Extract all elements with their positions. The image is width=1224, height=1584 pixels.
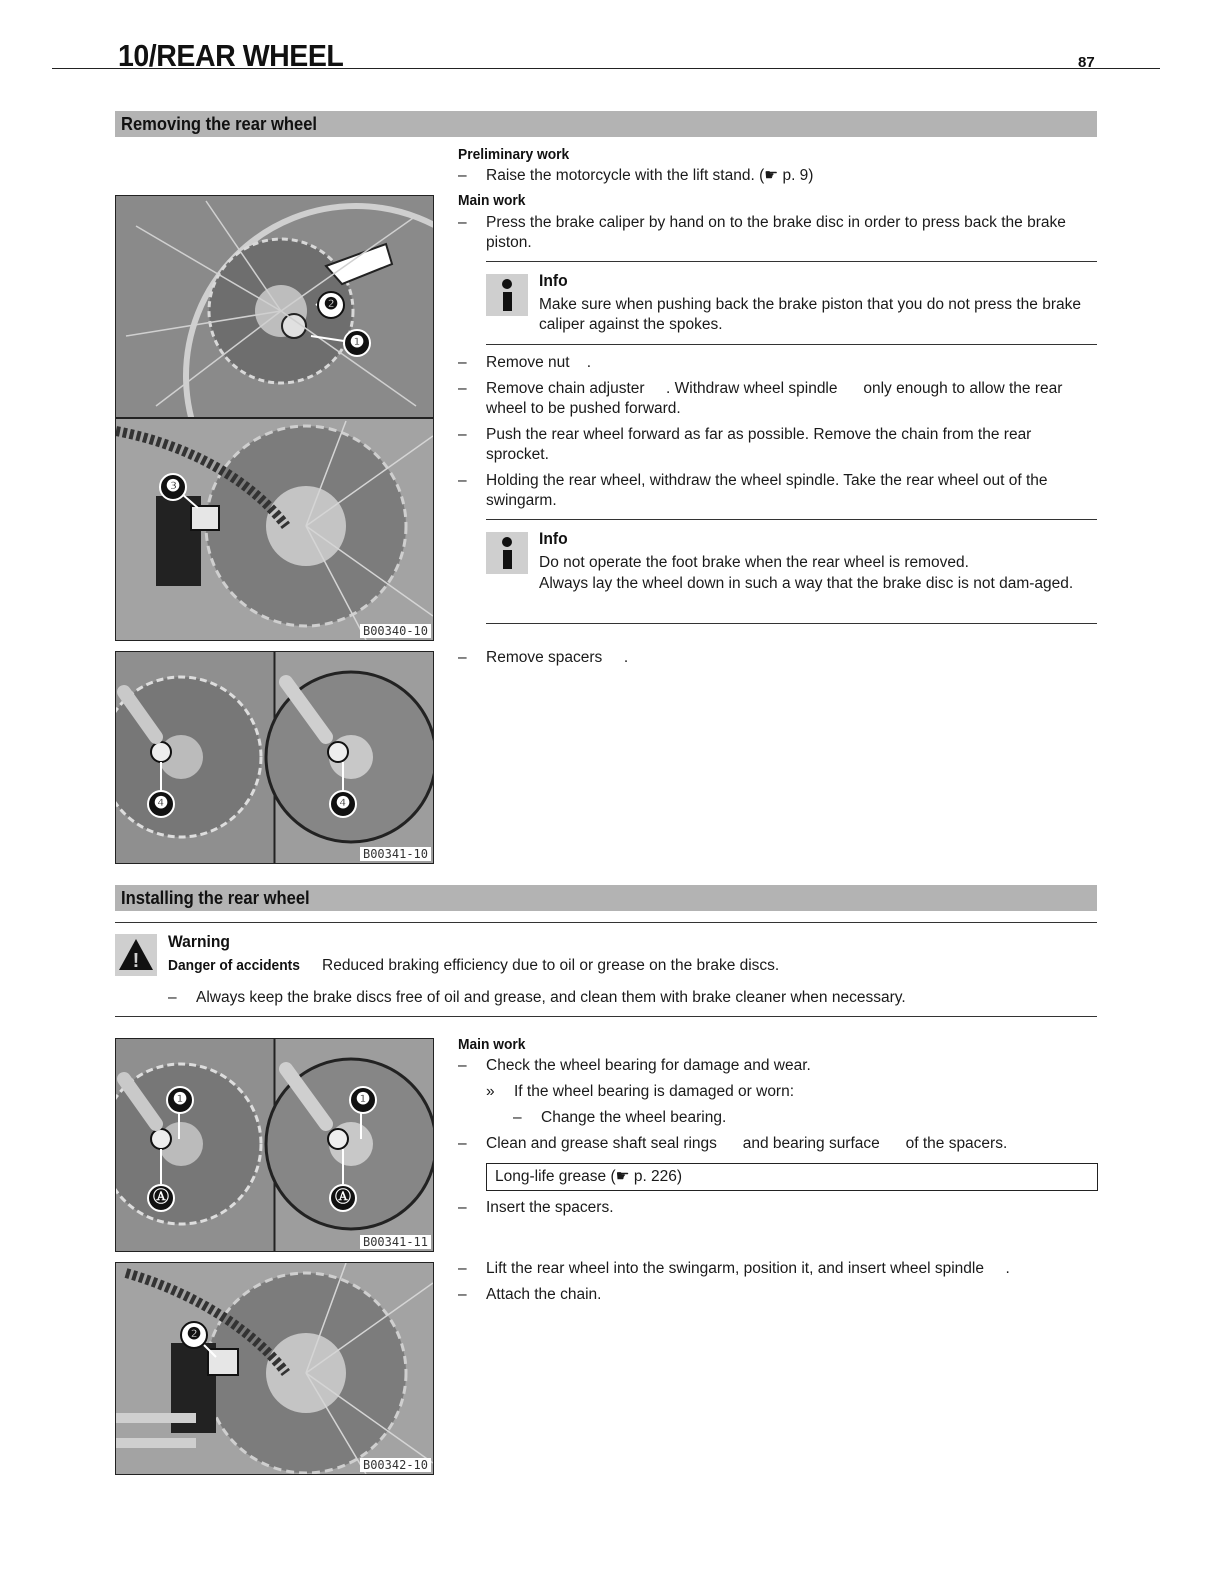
chapter-title: 10/REAR WHEEL: [118, 38, 344, 73]
main-work-heading: Main work: [458, 192, 526, 209]
callout-2: ❷: [317, 291, 345, 319]
preliminary-work-heading: Preliminary work: [458, 146, 570, 163]
step-text: Clean and grease shaft seal rings and bearing surface of the spacers.: [486, 1135, 1008, 1152]
warning-glyph: !: [132, 950, 140, 972]
warning-title: Warning: [168, 932, 230, 951]
figure-photo: [116, 1263, 433, 1474]
info-rule-bottom: [486, 344, 1097, 345]
section-heading-installing: [115, 885, 1097, 911]
info-rule-top: [486, 519, 1097, 520]
step-check-bearing: [458, 1056, 1098, 1076]
figure-wheel-spindle-removal: [115, 195, 434, 641]
figure-code: B00341-11: [360, 1235, 431, 1249]
grease-spec-text: Long-life grease (☛ p. 226): [495, 1168, 683, 1185]
step-text: Attach the chain.: [486, 1286, 602, 1303]
callout-a: Ⓐ: [147, 1184, 175, 1212]
step-text: Remove spacers .: [486, 649, 629, 666]
dash: –: [458, 380, 467, 397]
main-work-heading: Main work: [458, 1036, 526, 1053]
figure-shaft-seal-rings: [115, 1038, 434, 1252]
step-text: Insert the spacers.: [486, 1199, 614, 1216]
callout-3: ❸: [159, 473, 187, 501]
callout-2: ❷: [180, 1321, 208, 1349]
info-text-line2: Always lay the wheel down in such a way that the brake disc is not dam-aged.: [539, 575, 1074, 592]
dash: –: [458, 1260, 467, 1277]
callout-1: ❶: [349, 1086, 377, 1114]
warning-step: [168, 988, 1068, 1008]
step-remove-nut: [458, 353, 1098, 373]
figure-photo: [116, 652, 433, 863]
figure-insert-spindle: [115, 1262, 434, 1475]
warning-text: Reduced braking efficiency due to oil or grease on the brake discs.: [322, 957, 780, 974]
dash: –: [458, 649, 467, 666]
warning-rule-bottom: [115, 1016, 1097, 1017]
section-heading-removing: [115, 111, 1097, 137]
step-remove-spacers: [458, 648, 1098, 668]
callout-a: Ⓐ: [329, 1184, 357, 1212]
step-text: Remove nut .: [486, 354, 592, 371]
grease-spec-box: [486, 1163, 1098, 1191]
step-text: Remove chain adjuster . Withdraw wheel spindle only enough to allow the rear wheel to be pushed forward.: [486, 380, 1067, 417]
info-title: Info: [539, 529, 568, 548]
dash: –: [458, 1057, 467, 1074]
figure-code: B00340-10: [360, 624, 431, 638]
step-text: Raise the motorcycle with the lift stand. (☛ p. 9): [486, 167, 814, 184]
info-title: Info: [539, 271, 568, 290]
step-push-wheel-forward: [458, 425, 1098, 465]
condition-bearing-damaged: [486, 1082, 1086, 1102]
section-title: Installing the rear wheel: [121, 888, 310, 908]
dash: –: [458, 167, 467, 184]
dash: –: [458, 354, 467, 371]
step-insert-spindle: [458, 1259, 1098, 1279]
callout-1: ❶: [166, 1086, 194, 1114]
warning-label: Danger of accidents: [168, 957, 300, 974]
figure-photo: [116, 196, 433, 640]
dash: –: [458, 426, 467, 443]
step-attach-chain: [458, 1285, 1098, 1305]
info-rule-bottom: [486, 623, 1097, 624]
section-title: Removing the rear wheel: [121, 114, 318, 134]
step-text: Push the rear wheel forward as far as possible. Remove the chain from the rear sprocket.: [486, 426, 1032, 463]
info-icon: [486, 274, 528, 316]
dash: –: [513, 1109, 522, 1126]
figure-code: B00341-10: [360, 847, 431, 861]
figure-spacers-removal: [115, 651, 434, 864]
callout-1: ❶: [343, 329, 371, 357]
step-press-caliper: [458, 213, 1068, 253]
callout-4: ❹: [329, 790, 357, 818]
dash: –: [458, 1286, 467, 1303]
step-clean-grease: [458, 1134, 1098, 1154]
step-text: Lift the rear wheel into the swingarm, position it, and insert wheel spindle .: [486, 1260, 1010, 1277]
step-text: Always keep the brake discs free of oil and grease, and clean them with brake cleaner when necessary.: [196, 989, 906, 1006]
result-marker: »: [486, 1083, 495, 1100]
step-raise-motorcycle: [458, 166, 1098, 186]
dash: –: [458, 1135, 467, 1152]
page-number: 87: [1078, 54, 1095, 71]
condition-text: If the wheel bearing is damaged or worn:: [514, 1083, 795, 1100]
step-insert-spacers: [458, 1198, 1098, 1218]
info-rule-top: [486, 261, 1097, 262]
header-rule: [52, 68, 1160, 69]
dash: –: [458, 472, 467, 489]
dash: –: [168, 989, 177, 1006]
step-withdraw-spindle: [458, 471, 1098, 511]
step-text: Holding the rear wheel, withdraw the wheel spindle. Take the rear wheel out of the swingarm.: [486, 472, 1048, 509]
figure-photo: [116, 1039, 433, 1251]
warning-rule-top: [115, 922, 1097, 923]
step-text: Change the wheel bearing.: [541, 1109, 727, 1126]
substep-change-bearing: [513, 1108, 1073, 1128]
step-remove-chain-adjuster: [458, 379, 1098, 419]
figure-code: B00342-10: [360, 1458, 431, 1472]
step-text: Press the brake caliper by hand on to the brake disc in order to press back the brake piston.: [486, 214, 1066, 251]
info-text: Make sure when pushing back the brake piston that you do not press the brake caliper against the spokes.: [539, 296, 1081, 333]
dash: –: [458, 1199, 467, 1216]
warning-icon: [115, 934, 157, 976]
callout-4: ❹: [147, 790, 175, 818]
step-text: Check the wheel bearing for damage and wear.: [486, 1057, 811, 1074]
dash: –: [458, 214, 467, 231]
info-text-line1: Do not operate the foot brake when the rear wheel is removed.: [539, 554, 969, 571]
info-icon: [486, 532, 528, 574]
